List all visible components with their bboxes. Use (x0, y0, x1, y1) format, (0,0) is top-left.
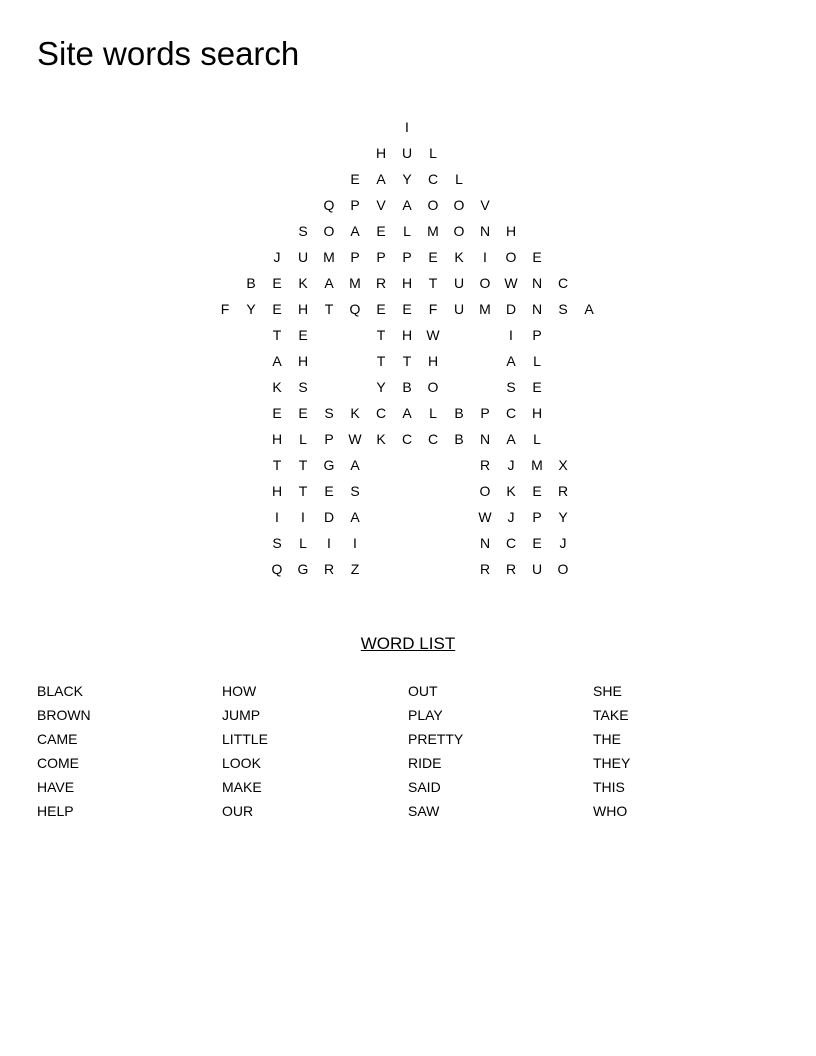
grid-letter: Z (350, 561, 360, 577)
word-item: MAKE (222, 779, 262, 795)
grid-letter: W (478, 509, 492, 525)
grid-letter: N (531, 275, 543, 291)
grid-letter: A (506, 431, 516, 447)
grid-letter: H (505, 223, 517, 239)
word-item: OUR (222, 803, 254, 819)
grid-letter: I (301, 509, 305, 525)
grid-letter: E (350, 171, 360, 187)
grid-letter: P (532, 327, 542, 343)
grid-letter: O (427, 197, 439, 213)
grid-letter: L (429, 405, 437, 421)
word-item: SAID (408, 779, 441, 795)
grid-letter: M (531, 457, 543, 473)
grid-letter: K (272, 379, 282, 395)
grid-letter: R (375, 275, 387, 291)
word-list-heading: WORD LIST (360, 634, 456, 653)
grid-letter: E (298, 405, 308, 421)
grid-letter: A (376, 171, 386, 187)
grid-letter: E (428, 249, 438, 265)
grid-letter: F (428, 301, 438, 317)
grid-letter: L (429, 145, 437, 161)
grid-letter: E (376, 301, 386, 317)
grid-letter: K (350, 405, 360, 421)
word-item: TAKE (593, 707, 629, 723)
grid-letter: A (272, 353, 282, 369)
grid-letter: N (531, 301, 543, 317)
grid-letter: W (504, 275, 518, 291)
word-item: OUT (408, 683, 438, 699)
grid-letter: S (558, 301, 568, 317)
grid-letter: L (403, 223, 411, 239)
word-item: SAW (408, 803, 440, 819)
grid-letter: P (480, 405, 490, 421)
word-column-3 (408, 679, 463, 823)
grid-letter: A (402, 405, 412, 421)
grid-letter: Y (376, 379, 386, 395)
grid-letter: T (402, 353, 412, 369)
grid-letter: H (427, 353, 439, 369)
grid-letter: D (323, 509, 335, 525)
grid-letter: H (531, 405, 543, 421)
grid-letter: S (324, 405, 334, 421)
grid-letter: U (453, 301, 465, 317)
grid-letter: T (324, 301, 334, 317)
grid-letter: O (427, 379, 439, 395)
grid-letter: S (298, 223, 308, 239)
grid-letter: E (402, 301, 412, 317)
grid-letter: H (375, 145, 387, 161)
grid-letter: A (350, 509, 360, 525)
grid-letter: L (299, 535, 307, 551)
grid-letter: S (506, 379, 516, 395)
grid-letter: E (532, 535, 542, 551)
word-item: WHO (593, 803, 628, 819)
word-item: HELP (37, 803, 74, 819)
page-title: Site words search (37, 35, 300, 72)
grid-letter: E (532, 483, 542, 499)
grid-letter: A (350, 223, 360, 239)
grid-letter: A (324, 275, 334, 291)
grid-letter: C (557, 275, 569, 291)
grid-letter: H (271, 431, 283, 447)
grid-letter: E (272, 275, 282, 291)
word-item: SHE (593, 683, 622, 699)
grid-letter: L (455, 171, 463, 187)
word-item: LITTLE (222, 731, 268, 747)
grid-letter: R (557, 483, 569, 499)
grid-letter: U (401, 145, 413, 161)
word-column-2 (222, 679, 268, 823)
grid-letter: E (324, 483, 334, 499)
grid-letter: S (350, 483, 360, 499)
grid-letter: P (532, 509, 542, 525)
grid-letter: O (479, 483, 491, 499)
grid-letter: T (376, 353, 386, 369)
grid-letter: V (480, 197, 490, 213)
word-list-heading-row (0, 633, 816, 655)
grid-letter: C (427, 171, 439, 187)
grid-letter: T (272, 457, 282, 473)
grid-letter: I (509, 327, 513, 343)
word-item: CAME (37, 731, 78, 747)
grid-letter: P (376, 249, 386, 265)
grid-letter: E (376, 223, 386, 239)
grid-letter: B (402, 379, 412, 395)
grid-letter: Y (246, 301, 256, 317)
grid-letter: H (401, 327, 413, 343)
grid-letter: R (505, 561, 517, 577)
grid-letter: G (297, 561, 309, 577)
grid-letter: E (532, 249, 542, 265)
grid-letter: T (428, 275, 438, 291)
grid-letter: O (323, 223, 335, 239)
grid-letter: I (353, 535, 357, 551)
word-item: PLAY (408, 707, 443, 723)
grid-letter: K (298, 275, 308, 291)
grid-letter: I (275, 509, 279, 525)
grid-letter: S (272, 535, 282, 551)
grid-letter: P (350, 197, 360, 213)
word-item: JUMP (222, 707, 261, 723)
word-item: THE (593, 731, 621, 747)
grid-letter: C (427, 431, 439, 447)
grid-letter: O (505, 249, 517, 265)
grid-letter: Q (323, 197, 335, 213)
word-column-4 (593, 679, 630, 823)
grid-letter: P (350, 249, 360, 265)
word-item: COME (37, 755, 79, 771)
grid-letter: Y (402, 171, 412, 187)
word-item: PRETTY (408, 731, 464, 747)
grid-letter: E (298, 327, 308, 343)
grid-letter: D (505, 301, 517, 317)
grid-letter: C (505, 535, 517, 551)
grid-letter: M (479, 301, 491, 317)
grid-letter: T (298, 483, 308, 499)
grid-letter: I (327, 535, 331, 551)
word-item: THEY (593, 755, 631, 771)
grid-letter: Q (271, 561, 283, 577)
grid-letter: A (402, 197, 412, 213)
word-item: HOW (222, 683, 257, 699)
grid-letter: P (324, 431, 334, 447)
grid-letter: A (584, 301, 594, 317)
grid-letter: B (246, 275, 256, 291)
grid-letter: A (350, 457, 360, 473)
grid-letter: J (507, 509, 515, 525)
grid-letter: R (323, 561, 335, 577)
word-item: BLACK (37, 683, 83, 699)
grid-letter: E (272, 405, 282, 421)
grid-letter: W (348, 431, 362, 447)
grid-letter: V (376, 197, 386, 213)
grid-letter: O (453, 197, 465, 213)
grid-letter: P (402, 249, 412, 265)
grid-letter: N (479, 535, 491, 551)
grid-letter: K (376, 431, 386, 447)
grid-letter: O (557, 561, 569, 577)
grid-letter: U (297, 249, 309, 265)
grid-letter: O (479, 275, 491, 291)
grid-letter: E (272, 301, 282, 317)
word-item: THIS (593, 779, 625, 795)
word-item: LOOK (222, 755, 261, 771)
grid-letter: L (533, 431, 541, 447)
grid-letter: S (298, 379, 308, 395)
grid-letter: X (558, 457, 568, 473)
grid-letter: U (453, 275, 465, 291)
grid-letter: K (454, 249, 464, 265)
grid-letter: J (507, 457, 515, 473)
grid-letter: U (531, 561, 543, 577)
grid-letter: H (271, 483, 283, 499)
grid-letter: I (483, 249, 487, 265)
grid-letter: C (505, 405, 517, 421)
grid-letter: B (454, 431, 464, 447)
grid-letter: I (405, 119, 409, 135)
grid-letter: F (220, 301, 230, 317)
word-column-1 (37, 679, 91, 823)
grid-letter: M (427, 223, 439, 239)
grid-letter: H (297, 353, 309, 369)
grid-letter: H (401, 275, 413, 291)
grid-letter: H (297, 301, 309, 317)
word-item: RIDE (408, 755, 442, 771)
grid-letter: M (323, 249, 335, 265)
grid-letter: J (273, 249, 281, 265)
grid-letter: Y (558, 509, 568, 525)
grid-letter: T (272, 327, 282, 343)
grid-letter: L (299, 431, 307, 447)
grid-letter: A (506, 353, 516, 369)
grid-letter: M (349, 275, 361, 291)
grid-letter: W (426, 327, 440, 343)
grid-letter: O (453, 223, 465, 239)
grid-letter: C (401, 431, 413, 447)
grid-letter: N (479, 431, 491, 447)
grid-letter: T (298, 457, 308, 473)
grid-letter: K (506, 483, 516, 499)
grid-letter: E (532, 379, 542, 395)
grid-letter: B (454, 405, 464, 421)
grid-letter: J (559, 535, 567, 551)
word-item: HAVE (37, 779, 75, 795)
grid-letter: C (375, 405, 387, 421)
grid-letter: N (479, 223, 491, 239)
word-item: BROWN (37, 707, 91, 723)
grid-letter: G (323, 457, 335, 473)
grid-letter: R (479, 561, 491, 577)
grid-letter: Q (349, 301, 361, 317)
grid-letter: L (533, 353, 541, 369)
grid-letter: T (376, 327, 386, 343)
grid-letter: R (479, 457, 491, 473)
